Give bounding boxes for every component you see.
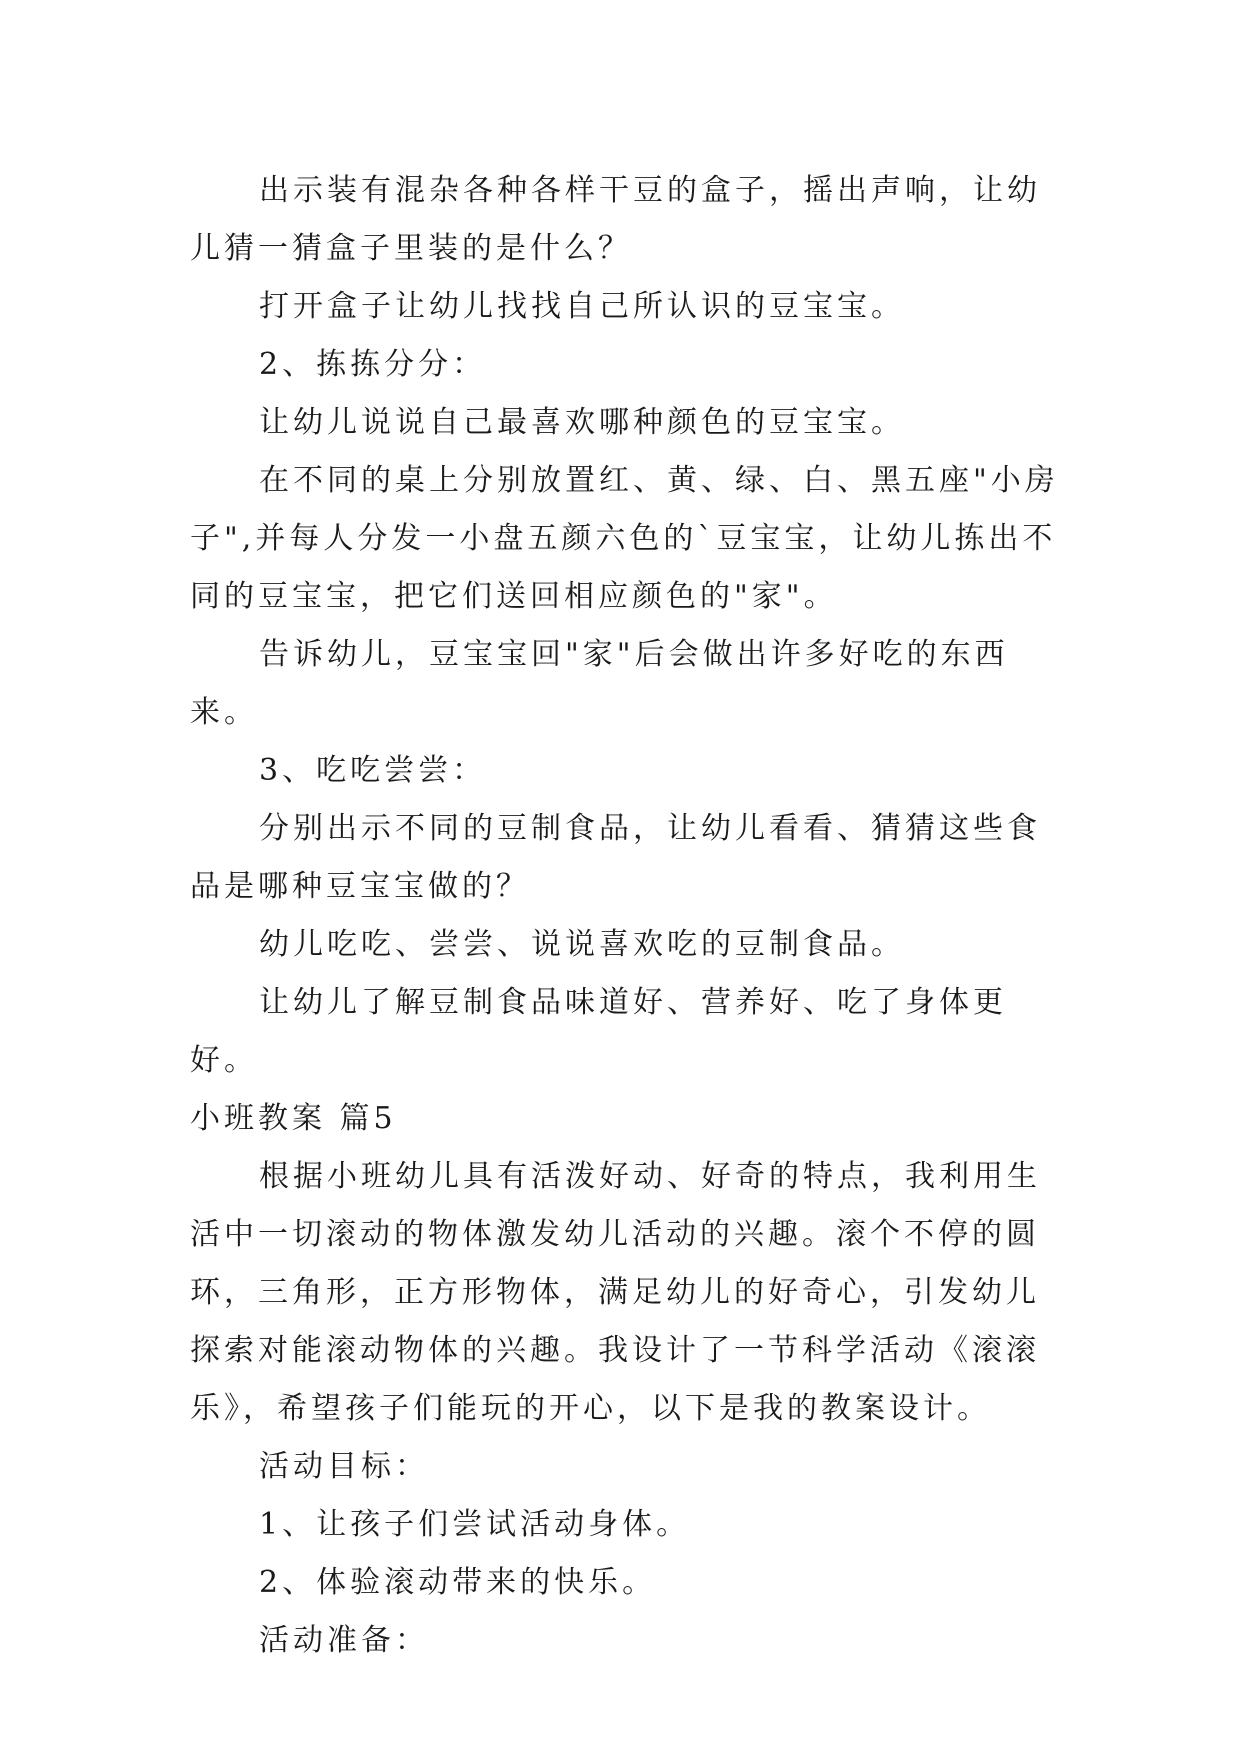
paragraph: 分别出示不同的豆制食品，让幼儿看看、猜猜这些食品是哪种豆宝宝做的？ <box>190 811 1041 904</box>
document-body <box>190 162 1070 1670</box>
section-heading: 小班教案 篇5 <box>190 1101 397 1136</box>
paragraph: 2、拣拣分分： <box>259 347 487 382</box>
paragraph: 告诉幼儿，豆宝宝回"家"后会做出许多好吃的东西来。 <box>190 637 1009 730</box>
paragraph: 让幼儿说说自己最喜欢哪种颜色的豆宝宝。 <box>259 405 905 440</box>
paragraph: 3、吃吃尝尝： <box>259 753 487 788</box>
paragraph: 在不同的桌上分别放置红、黄、绿、白、黑五座"小房子",并每人分发一小盘五颜六色的`豆宝宝，让幼儿拣出不同的豆宝宝，把它们送回相应颜色的"家"。 <box>190 463 1059 614</box>
paragraph: 2、体验滚动带来的快乐。 <box>259 1565 657 1600</box>
paragraph: 活动准备： <box>259 1623 429 1658</box>
paragraph: 出示装有混杂各种各样干豆的盒子，摇出声响，让幼儿猜一猜盒子里装的是什么？ <box>190 173 1041 266</box>
paragraph: 让幼儿了解豆制食品味道好、营养好、吃了身体更好。 <box>190 985 1007 1078</box>
paragraph: 1、让孩子们尝试活动身体。 <box>259 1507 691 1542</box>
paragraph: 打开盒子让幼儿找找自己所认识的豆宝宝。 <box>259 289 905 324</box>
paragraph: 幼儿吃吃、尝尝、说说喜欢吃的豆制食品。 <box>259 927 905 962</box>
paragraph: 根据小班幼儿具有活泼好动、好奇的特点，我利用生活中一切滚动的物体激发幼儿活动的兴趣。滚个不停的圆环，三角形，正方形物体，满足幼儿的好奇心，引发幼儿探索对能滚动物体的兴趣。我设计了一节科学活动《滚滚乐》，希望孩子们能玩的开心，以下是我的教案设计。 <box>190 1159 1041 1426</box>
paragraph: 活动目标： <box>259 1449 429 1484</box>
